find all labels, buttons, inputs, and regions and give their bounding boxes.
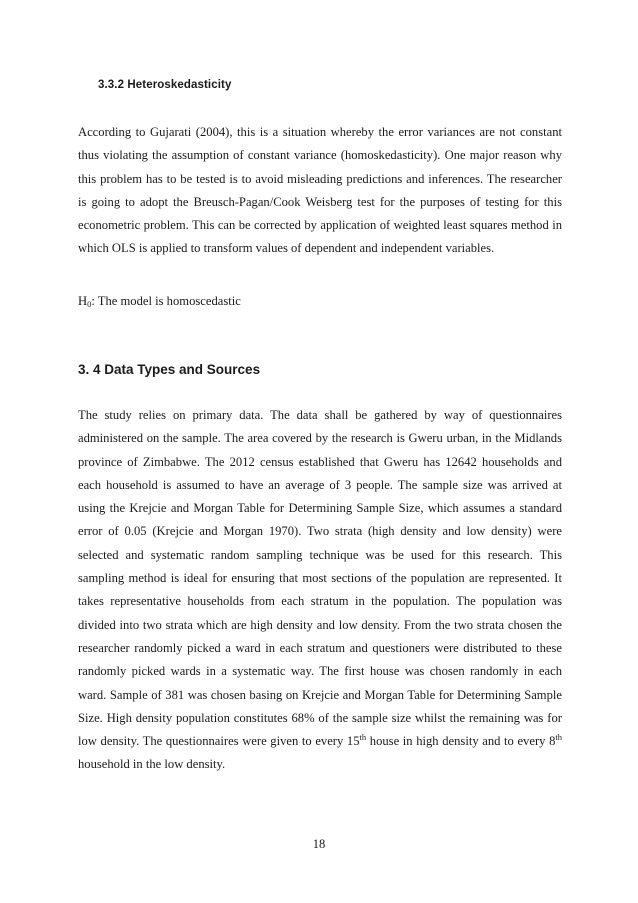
data-types-paragraph <box>78 404 562 777</box>
hypothesis-letter: H <box>78 294 88 308</box>
section-heading-data-types: 3. 4 Data Types and Sources <box>78 362 261 377</box>
data-types-text-3: household in the low density. <box>78 757 226 772</box>
hypothesis-subscript: 0 <box>87 299 92 309</box>
hypothesis-text: : The model is homoscedastic <box>91 294 241 308</box>
superscript-th-1: th <box>359 732 367 743</box>
null-hypothesis <box>78 290 378 313</box>
data-types-text-1: The study relies on primary data. The data shall be gathered by way of questionnaires administered on the sample. The area covered by the research is Gweru urban, in the Midlands province of Zimbabwe. The 2012 census established that Gweru has 12642 households and each household is assumed to have an average of 3 people. The sample size was arrived at using the Krejcie and Morgan Table for Determining Sample Size, which assumes a standard error of 0.05 (Krejcie and Morgan 1970). Two strata (high density and low density) were selected and systematic random sampling technique was be used for this research. This sampling method is ideal for ensuring that most sections of the population are represented. It takes representative households from each stratum in the population. The population was divided into two strata which are high density and low density. From the two strata chosen the researcher randomly picked a ward in each stratum and questioners were distributed to these randomly picked wards in a systematic way. The first house was chosen randomly in each ward. Sample of 381 was chosen basing on Krejcie and Morgan Table for Determining Sample Size. High density population constitutes 68% of the sample size whilst the remaining was for low density. The questionnaires were given to every 15 <box>78 408 562 749</box>
section-heading-heteroskedasticity: 3.3.2 Heteroskedasticity <box>98 79 232 91</box>
page-number: 18 <box>312 837 326 851</box>
data-types-text-2: house in high density and to every 8 <box>366 734 556 749</box>
superscript-th-2: th <box>555 732 562 743</box>
heteroskedasticity-paragraph: According to Gujarati (2004), this is a situation whereby the error variances are not constant thus violating the assumption of constant variance (homoskedasticity). One major reason why this problem has to be tested is to avoid misleading predictions and inferences. The researcher is going to adopt the Breusch-Pagan/Cook Weisberg test for the purposes of testing for this econometric problem. This can be corrected by application of weighted least squares method in which OLS is applied to transform values of dependent and independent variables. <box>78 125 562 256</box>
